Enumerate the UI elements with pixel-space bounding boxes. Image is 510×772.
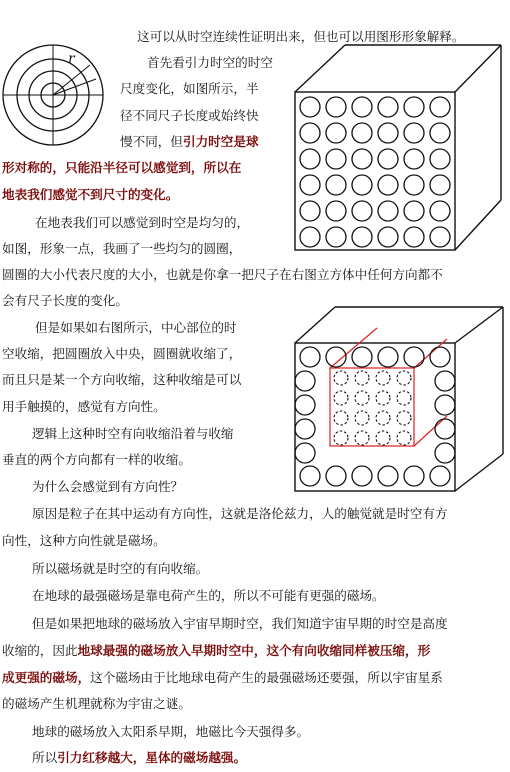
body-text: 圆圈的大小代表尺度的大小，也就是你拿一把尺子在右图立方体中任何方向都不 <box>2 267 443 282</box>
contracted-circle <box>376 391 390 405</box>
uniform-circle <box>404 201 424 221</box>
text-line <box>2 345 241 363</box>
contracted-circle <box>355 431 369 445</box>
text-line <box>2 532 166 550</box>
highlight-text: 成更强的磁场， <box>2 670 91 685</box>
edge-circle <box>352 466 372 486</box>
body-text: 所以 <box>32 750 58 765</box>
body-text: 在地表我们可以感觉到时空是均匀的， <box>35 215 250 230</box>
text-line <box>2 642 430 660</box>
contracted-circle <box>397 371 411 385</box>
edge-circle <box>378 347 398 367</box>
uniform-circle <box>430 123 450 143</box>
contracted-circle <box>334 371 348 385</box>
body-text: 而且只是某一个方向收缩，这种收缩是可以 <box>2 372 242 387</box>
text-line <box>32 425 234 443</box>
edge-circle <box>435 395 455 415</box>
edge-circle <box>295 419 315 439</box>
contracted-circle <box>376 411 390 425</box>
body-text: 垂直的两个方向都有一样的收缩。 <box>2 452 191 467</box>
highlight-text: 形对称的，只能沿半径可以感觉到，所以在 <box>2 160 242 175</box>
body-text: 在地球的最强磁场是靠电荷产生的，所以不可能有更强的磁场。 <box>32 588 385 603</box>
uniform-circle <box>352 149 372 169</box>
contracted-circle <box>334 431 348 445</box>
uniform-circle <box>300 175 320 195</box>
text-line <box>32 723 309 741</box>
text-line <box>2 266 443 284</box>
uniform-circle <box>300 201 320 221</box>
uniform-circle <box>326 227 346 247</box>
contracted-circle <box>355 371 369 385</box>
text-line <box>32 505 448 523</box>
body-text: 首先看引力时空的时空 <box>147 55 273 70</box>
edge-circle <box>352 347 372 367</box>
uniform-circle <box>430 149 450 169</box>
text-line <box>120 133 259 151</box>
text-line <box>147 54 273 72</box>
text-line <box>120 80 259 98</box>
body-text: 逻辑上这种时空有向收缩沿着与收缩 <box>32 426 234 441</box>
text-line <box>32 560 208 578</box>
uniform-circle <box>326 201 346 221</box>
uniform-circle <box>430 227 450 247</box>
uniform-circle <box>404 227 424 247</box>
edge-circle <box>300 466 320 486</box>
uniform-circle <box>378 227 398 247</box>
edge-circle <box>404 347 424 367</box>
uniform-circle <box>352 201 372 221</box>
text-line <box>32 587 385 605</box>
edge-circle <box>300 347 320 367</box>
uniform-circle <box>326 149 346 169</box>
edge-circle <box>295 395 315 415</box>
text-line <box>2 159 241 177</box>
text-line <box>2 451 191 469</box>
edge-circle <box>435 419 455 439</box>
uniform-circle <box>378 123 398 143</box>
text-line <box>32 478 183 496</box>
body-text: 原因是粒子在其中运动有方向性，这就是洛伦兹力，人的触觉就是时空有方 <box>32 506 448 521</box>
uniform-circle <box>300 97 320 117</box>
text-line <box>2 186 178 204</box>
contracted-circle <box>397 431 411 445</box>
text-line <box>35 319 237 337</box>
body-text: 但是如果如右图所示，中心部位的时 <box>35 320 237 335</box>
contracted-circle <box>334 391 348 405</box>
body-text: 尺度变化，如图所示，半 <box>120 81 259 96</box>
body-text: 这可以从时空连续性证明出来，但也可以用图形形象解释。 <box>137 29 465 44</box>
uniform-circle <box>352 175 372 195</box>
body-text: 径不同尺子长度或始终快 <box>120 108 259 123</box>
text-line <box>35 214 249 232</box>
text-line <box>2 371 241 389</box>
uniform-circle <box>352 123 372 143</box>
uniform-circle <box>404 175 424 195</box>
contracted-circle <box>355 391 369 405</box>
uniform-circle <box>378 149 398 169</box>
uniform-circle <box>326 123 346 143</box>
text-line <box>2 292 128 310</box>
edge-circle <box>430 347 450 367</box>
highlight-text: 引力时空是球 <box>182 134 259 149</box>
contracted-circle <box>397 411 411 425</box>
contracted-circle <box>376 371 390 385</box>
edge-circle <box>435 371 455 391</box>
contracted-circle <box>334 411 348 425</box>
uniform-circle <box>404 97 424 117</box>
uniform-circle <box>404 123 424 143</box>
edge-circle <box>430 466 450 486</box>
uniform-circle <box>430 97 450 117</box>
uniform-circle <box>326 175 346 195</box>
uniform-circle <box>378 201 398 221</box>
uniform-circle <box>300 227 320 247</box>
edge-circle <box>295 443 315 463</box>
text-line <box>32 615 448 633</box>
body-text: 收缩的，因此 <box>2 643 78 658</box>
uniform-circle <box>300 149 320 169</box>
uniform-circle <box>326 97 346 117</box>
text-line <box>2 240 241 258</box>
contracted-cube-figure <box>285 304 507 494</box>
body-text: 这个磁场由于比地球电荷产生的最强磁场还要强，所以宇宙星系 <box>90 670 443 685</box>
edge-circle <box>378 466 398 486</box>
body-text: 会有尺子长度的变化。 <box>2 293 128 308</box>
uniform-cube-figure <box>290 40 505 256</box>
edge-circle <box>435 443 455 463</box>
body-text: 的磁场产生机理就称为宇宙之谜。 <box>2 696 191 711</box>
highlight-text: 引力红移越大，星体的磁场越强。 <box>57 750 247 765</box>
text-line <box>32 749 246 767</box>
edge-circle <box>295 371 315 391</box>
concentric-circles-figure <box>0 33 118 151</box>
highlight-text: 地球最强的磁场放入早期时空中，这个有向收缩同样被压缩，形 <box>77 643 431 658</box>
body-text: 地球的磁场放入太阳系早期，地磁比今天强得多。 <box>32 724 310 739</box>
edge-circle <box>326 466 346 486</box>
uniform-circle <box>378 175 398 195</box>
text-line <box>2 695 191 713</box>
contracted-circle <box>397 391 411 405</box>
highlight-text: 地表我们感觉不到尺寸的变化。 <box>2 187 179 202</box>
uniform-circle <box>430 175 450 195</box>
contracted-circle <box>355 411 369 425</box>
radius-label: r <box>68 51 75 67</box>
body-text: 向性，这种方向性就是磁场。 <box>2 533 166 548</box>
text-line <box>120 107 259 125</box>
body-text: 为什么会感觉到有方向性？ <box>32 479 184 494</box>
text-line <box>2 669 443 687</box>
uniform-circle <box>430 201 450 221</box>
uniform-circle <box>352 97 372 117</box>
body-text: 但是如果把地球的磁场放入宇宙早期时空，我们知道宇宙早期的时空是高度 <box>32 616 448 631</box>
uniform-circle <box>352 227 372 247</box>
contracted-circle <box>376 431 390 445</box>
text-line <box>2 398 166 416</box>
text-line <box>137 28 464 46</box>
body-text: 所以磁场就是时空的有向收缩。 <box>32 561 209 576</box>
body-text: 空收缩，把圆圈放入中央，圆圈就收缩了， <box>2 346 242 361</box>
body-text: 用手触摸的，感觉有方向性。 <box>2 399 166 414</box>
uniform-circle <box>404 149 424 169</box>
uniform-circle <box>378 97 398 117</box>
uniform-circle <box>300 123 320 143</box>
edge-circle <box>404 466 424 486</box>
body-text: 慢不同，但 <box>120 134 183 149</box>
body-text: 如图，形象一点，我画了一些均匀的圆圈， <box>2 241 242 256</box>
